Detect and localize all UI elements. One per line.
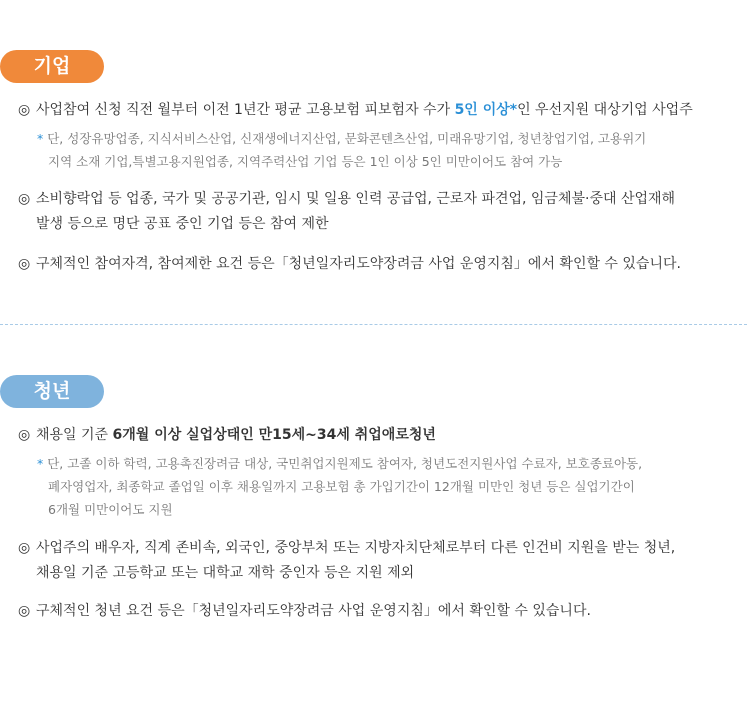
circle-bullet-icon: ◎	[18, 102, 31, 118]
circle-bullet-icon: ◎	[18, 603, 31, 619]
youth-note-line3: 6개월 미만이어도 지원	[48, 502, 173, 517]
company-note	[37, 127, 743, 173]
youth-item1-text: 채용일 기준	[36, 427, 113, 443]
youth-item1-bold: 6개월 이상 실업상태인 만15세~34세 취업애로청년	[112, 427, 436, 443]
youth-note-line1: 단, 고졸 이하 학력, 고용촉진장려금 대상, 국민취업지원제도 참여자, 청년도전지원사업 수료자, 보호종료아동,	[43, 456, 643, 471]
company-item2-line2: 발생 등으로 명단 공표 중인 기업 등은 참여 제한	[36, 216, 329, 232]
circle-bullet-icon: ◎	[18, 256, 31, 272]
youth-badge: 청년	[0, 375, 104, 408]
youth-item-eligibility	[18, 423, 740, 448]
company-note-line1: 단, 성장유망업종, 지식서비스산업, 신재생에너지산업, 문화콘텐츠산업, 미래유망기업, 청년창업기업, 고용위기	[43, 131, 647, 146]
youth-item-guideline	[18, 599, 740, 624]
company-badge: 기업	[0, 50, 104, 83]
youth-note	[37, 452, 743, 521]
youth-item-exclusion	[18, 536, 740, 586]
company-item1-after: 인 우선지원 대상기업 사업주	[517, 102, 693, 118]
company-item1-text: 사업참여 신청 직전 월부터 이전 1년간 평균 고용보험 피보험자 수가	[36, 102, 455, 118]
company-item-eligibility	[18, 98, 740, 123]
section-divider	[0, 324, 747, 325]
company-item-restriction	[18, 187, 740, 237]
circle-bullet-icon: ◎	[18, 540, 31, 556]
youth-item2-line1: 사업주의 배우자, 직계 존비속, 외국인, 중앙부처 또는 지방자치단체로부터 다른 인건비 지원을 받는 청년,	[36, 540, 676, 556]
asterisk-icon: *	[37, 456, 44, 471]
circle-bullet-icon: ◎	[18, 191, 31, 207]
circle-bullet-icon: ◎	[18, 427, 31, 443]
youth-item3-text: 구체적인 청년 요건 등은「청년일자리도약장려금 사업 운영지침」에서 확인할 수 있습니다.	[36, 603, 591, 619]
company-item1-highlight: 5인 이상*	[454, 102, 518, 118]
company-item3-text: 구체적인 참여자격, 참여제한 요건 등은「청년일자리도약장려금 사업 운영지침」에서 확인할 수 있습니다.	[36, 256, 681, 272]
asterisk-icon: *	[37, 131, 44, 146]
youth-note-line2: 폐자영업자, 최종학교 졸업일 이후 채용일까지 고용보험 총 가입기간이 12개월 미만인 청년 등은 실업기간이	[48, 479, 635, 494]
company-item2-line1: 소비향락업 등 업종, 국가 및 공공기관, 임시 및 일용 인력 공급업, 근로자 파견업, 임금체불·중대 산업재해	[36, 191, 676, 207]
youth-item2-line2: 채용일 기준 고등학교 또는 대학교 재학 중인자 등은 지원 제외	[36, 565, 415, 581]
company-note-line2: 지역 소재 기업,특별고용지원업종, 지역주력산업 기업 등은 1인 이상 5인 미만이어도 참여 가능	[48, 154, 563, 169]
company-item-guideline	[18, 252, 740, 277]
